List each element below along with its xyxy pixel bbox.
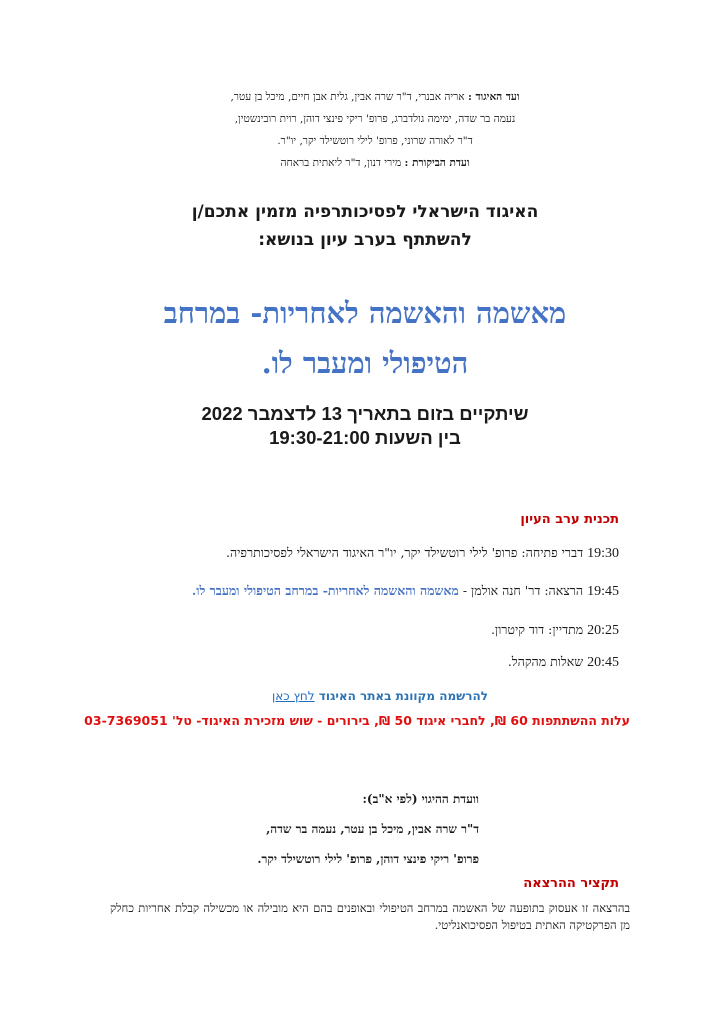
abstract-heading: תקציר ההרצאה [523,876,619,891]
event-title-line-2: הטיפולי ומעבר לו. [261,346,469,380]
program-time: 19:45 [587,584,619,599]
steering-line-1: ד"ר שרה אבין, מיכל בן עטר, נעמה בר שדה, [266,822,479,836]
committee-line-1 [190,86,560,108]
invitation-line-1: האיגוד הישראלי לפסיכותרפיה מזמין אתכם/ן [191,202,539,222]
registration-text: להרשמה מקוונת באתר האיגוד [318,689,488,703]
event-date: שיתקיים בזום בתאריך 13 לדצמבר 2022 [201,403,529,424]
lecture-title: מאשמה והאשמה לאחריות- במרחב הטיפולי ומעבר לו. [191,583,459,598]
program-time: 20:45 [587,655,619,670]
committee-line-4 [190,152,560,174]
fees-line: עלות ההשתתפות 60 ₪, לחברי איגוד 50 ₪, בירורים - שוש מזכירת האיגוד- טל' 03-7369051 [84,713,630,728]
invitation-line-2: להשתתף בערב עיון בנושא: [258,230,472,250]
audit-members: מירי דנון, ד"ר ליאתית בראחה [280,157,402,169]
program-text: הרצאה: דר' חנה אולמן - [462,583,584,598]
board-members-1: אריה אבנרי, ד"ר שרה אבין, גלית אבן חיים, מיכל בן עטר, [230,91,465,103]
board-label: ועד האיגוד : [467,91,520,103]
steering-heading: וועדת ההיגוי (לפי א"ב): [362,792,479,806]
program-text: מתדיין: דוד קיטרון. [490,622,584,637]
committee-block [190,86,560,174]
abstract-text: בהרצאה זו אעסוק בתופעה של האשמה במרחב הטיפולי ובאופנים בהם היא מובילה או מכשילה קבלת אחריות כחלק מן הפרקטיקה האתית בטיפול הפסיכואנליטי. [110,901,630,932]
program-time: 19:30 [587,546,619,561]
steering-line-2: פרופ' ריקי פינצי דוהן, פרופ' לילי רוטשילד יקר. [257,852,479,866]
program-heading: תכנית ערב העיון [520,512,619,527]
program-text: שאלות מהקהל. [507,654,584,669]
invitation [150,198,580,254]
registration-link[interactable]: לחץ כאן [272,689,315,703]
program-item [192,583,619,600]
event-title-line-1: מאשמה והאשמה לאחריות- במרחב [163,296,567,330]
committee-line-3: ד"ר לאורה שרוני, פרופ' לילי רוטשילד יקר, יו"ר. [277,135,473,147]
program-time: 20:25 [587,623,619,638]
event-title [120,288,610,388]
steering-committee [257,784,479,874]
program-item [491,622,619,639]
program-item [508,654,619,671]
program-text: דברי פתיחה: פרופ' לילי רוטשילד יקר, יו"ר האיגוד הישראלי לפסיכותרפיה. [225,545,584,560]
event-date-time [150,402,580,450]
audit-label: ועדת הביקורת : [404,157,470,169]
committee-line-2: נעמה בר שדה, ימימה גולדברג, פרופ' ריקי פינצי דוהן, רוית רובינשטין, [234,113,516,125]
registration-line [170,689,590,703]
program-item [226,545,619,562]
event-hours: בין השעות 19:30-21:00 [269,427,461,448]
